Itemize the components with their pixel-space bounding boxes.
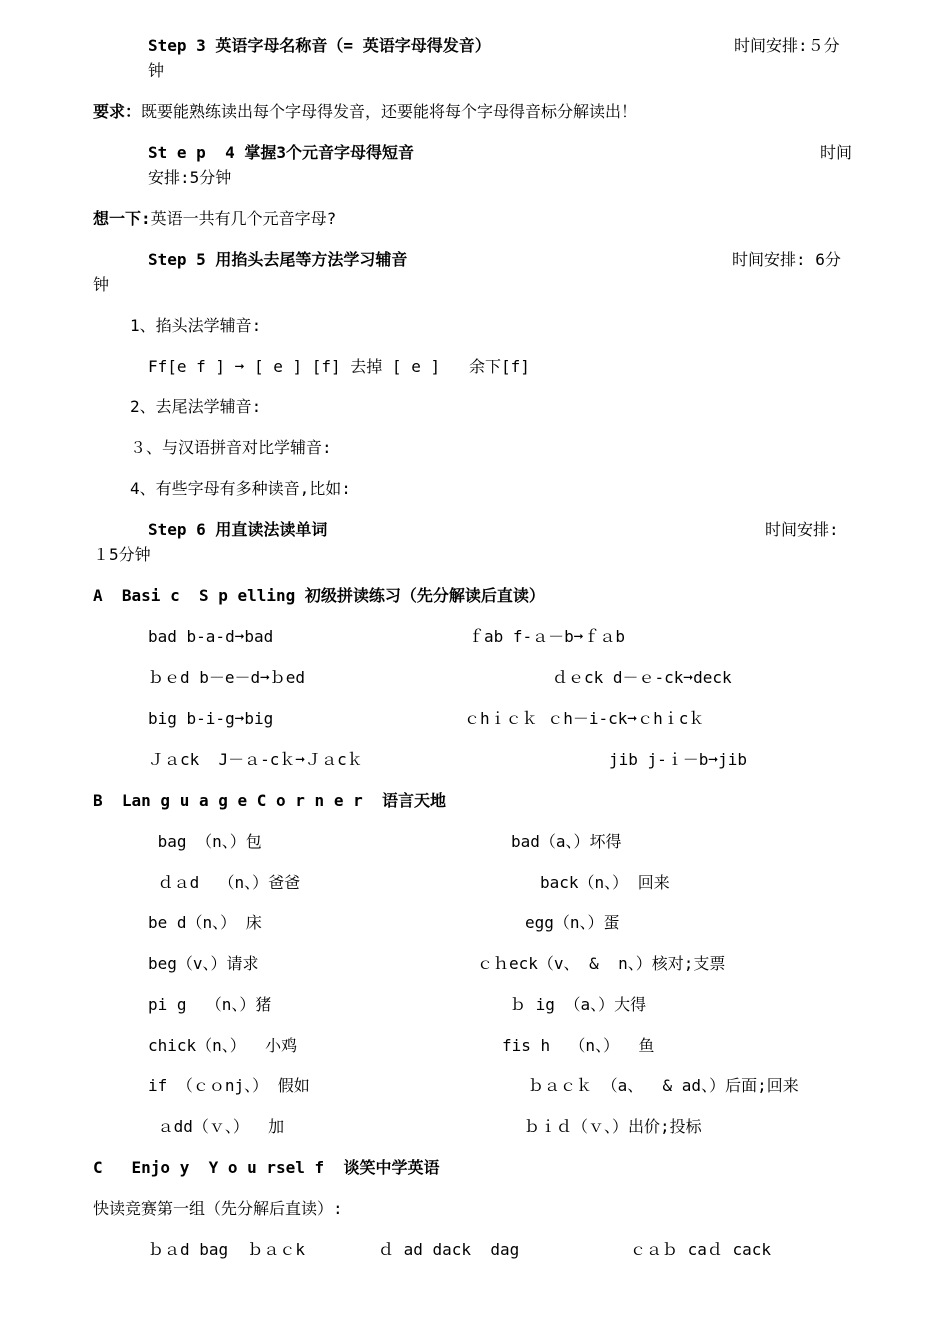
vocab-right: ｂｉｄ（ｖ、）出价;投标 (524, 1117, 702, 1136)
spelling-word-right: jib j-ｉ－b➞jib (609, 750, 747, 769)
section-c-title: C Enjo y Y o u rsel f 谈笑中学英语 (93, 1158, 440, 1177)
step6-title: Step 6 用直读法读单词 (148, 520, 328, 539)
quick-read-group: ｄ ad dack dag (378, 1240, 520, 1259)
quick-read-group: ｂａd bag ｂａｃk (148, 1240, 306, 1259)
step3-title: Step 3 英语字母名称音（= 英语字母得发音） (148, 36, 491, 55)
vocab-right: ｂ ig （a、）大得 (510, 995, 647, 1014)
consonant-item: 1、掐头法学辅音: (130, 316, 262, 335)
step4-time: 时间 (820, 143, 853, 162)
vocab-left: bag （n、）包 (148, 832, 262, 851)
section-a-title: A Basi c S p elling 初级拼读练习（先分解读后直读） (93, 586, 545, 605)
step5-title: Step 5 用掐头去尾等方法学习辅音 (148, 250, 408, 269)
spelling-word-left: Ｊａck J－ａ-cｋ➞Ｊａcｋ (148, 750, 363, 769)
section-c-subtitle: 快读竞赛第一组（先分解后直读）: (93, 1199, 343, 1218)
vocab-right: fis h （n、） 鱼 (502, 1036, 655, 1055)
spelling-word-left: ｂｅd b－e－d➞ｂed (148, 668, 306, 687)
spelling-word-left: bad b-a-d➞bad (148, 627, 274, 646)
think-text: 英语一共有几个元音字母? (150, 209, 337, 228)
vocab-left: beg（v、）请求 (148, 954, 259, 973)
consonant-item: 4、有些字母有多种读音,比如: (130, 479, 351, 498)
vocab-right: egg（n、）蛋 (525, 913, 620, 932)
vocab-right: ｂａｃｋ （a、 & ad、）后面;回来 (528, 1076, 799, 1095)
section-b-title: B Lan g u a g e C o r n e r 语言天地 (93, 791, 446, 810)
step6-time: 时间安排: (765, 520, 839, 539)
quick-read-group: ｃａｂ caｄ cack (630, 1240, 772, 1259)
step3-time: 时间安排:５分 (734, 36, 840, 55)
vocab-right: back（n、） 回来 (540, 873, 670, 892)
think-label: 想一下: (93, 209, 151, 228)
step4-title: St e p 4 掌握3个元音字母得短音 (148, 143, 414, 162)
vocab-left: pi g （n、）猪 (148, 995, 272, 1014)
step4-time-cont: 安排:5分钟 (148, 168, 232, 187)
vocab-left: chick（n、） 小鸡 (148, 1036, 298, 1055)
spelling-word-right: ｆab f-ａ－b➞ｆａb (468, 627, 626, 646)
vocab-right: ｃｈeck（v、 & n、）核对;支票 (477, 954, 726, 973)
step3-time-cont: 钟 (148, 61, 165, 80)
think-line (93, 209, 336, 229)
vocab-right: bad（a、）坏得 (511, 832, 622, 851)
step5-time-cont: 钟 (93, 275, 110, 294)
requirement-line (93, 102, 637, 122)
requirement-text: 既要能熟练读出每个字母得发音，还要能将每个字母得音标分解读出！ (141, 102, 638, 121)
spelling-word-right: ｃhｉｃｋ ｃh－i-ck➞ｃhｉcｋ (464, 709, 705, 728)
vocab-left: ａdd（ｖ、） 加 (148, 1117, 285, 1136)
vocab-left: be d（n、） 床 (148, 913, 262, 932)
vocab-left: ｄａd （n、）爸爸 (148, 873, 301, 892)
spelling-word-right: ｄｅck d－ｅ-ck➞deck (552, 668, 732, 687)
vocab-left: if （ｃｏnj、） 假如 (148, 1076, 310, 1095)
requirement-label: 要求： (93, 102, 142, 121)
spelling-word-left: big b-i-g➞big (148, 709, 274, 728)
step5-time: 时间安排: 6分 (732, 250, 841, 269)
consonant-item: Ff[e f ] ➞ [ e ] [f] 去掉 [ e ] 余下[f] (148, 357, 530, 376)
consonant-item: ３、与汉语拼音对比学辅音: (130, 438, 332, 457)
step6-time-cont: １5分钟 (93, 545, 151, 564)
consonant-item: 2、去尾法学辅音: (130, 397, 262, 416)
